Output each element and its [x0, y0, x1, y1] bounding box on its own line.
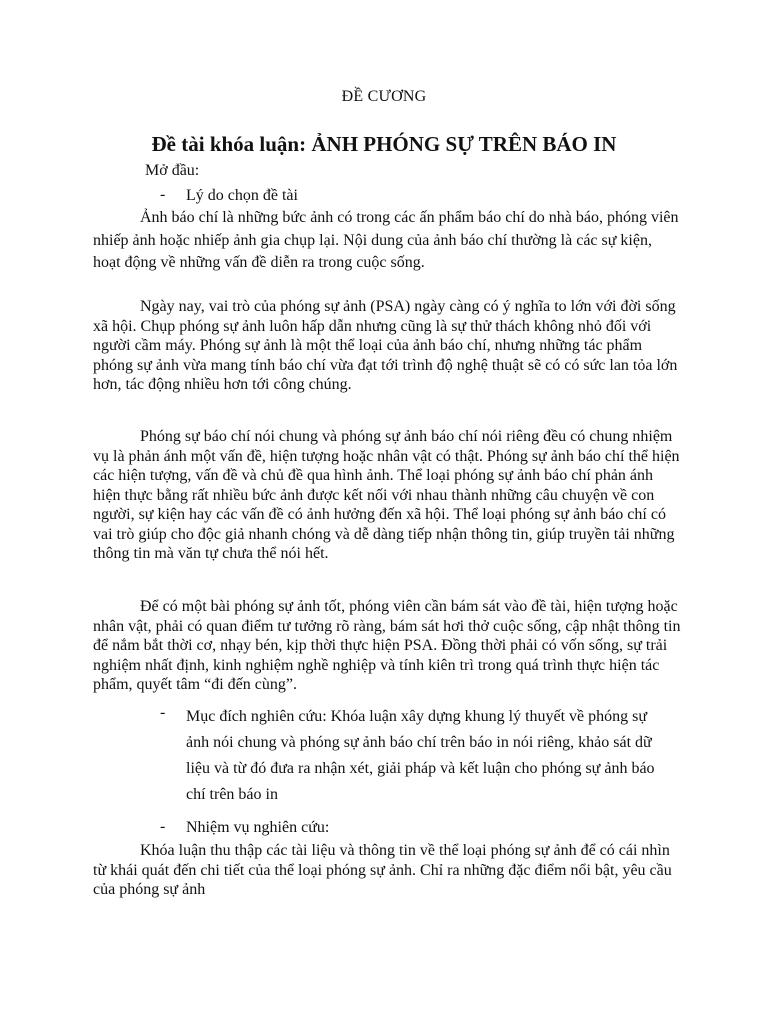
list-dash: - [160, 818, 166, 835]
paragraph-5: Khóa luận thu thập các tài liệu và thông tin về thể loại phóng sự ảnh để có cái nhìn từ khái quát đến chi tiết của thể loại phóng sự ảnh. Chỉ ra những đặc điểm nổi bật, yêu cầu của phóng sự ảnh [93, 842, 672, 898]
paragraph-3: Phóng sự báo chí nói chung và phóng sự ảnh báo chí nói riêng đều có chung nhiệm vụ là phản ánh một vấn đề, hiện tượng hoặc nhân vật có thật. Phóng sự ảnh báo chí thể hiện các hiện tượng, vấn đề và chủ đề qua hình ảnh. Thể loại phóng sự ảnh báo chí phản ánh hiện thực bằng rất nhiều bức ảnh được kết nối với nhau thành những câu chuyện về con người, sự kiện hay các vấn đề có ảnh hưởng đến xã hội. Thể loại phóng sự ảnh báo chí có vai trò giúp cho độc giả nhanh chóng và dễ dàng tiếp nhận thông tin, giúp truyền tải những thông tin mà văn tự chưa thể nói hết. [93, 428, 680, 562]
list-dash: - [160, 704, 166, 721]
paragraph-1: Ảnh báo chí là những bức ảnh có trong các ấn phẩm báo chí do nhà báo, phóng viên nhiếp ảnh hoặc nhiếp ảnh gia chụp lại. Nội dung của ảnh báo chí thường là các sự kiện, hoạt động về những vấn đề diễn ra trong cuộc sống. [93, 209, 679, 271]
list-item-label: Lý do chọn đề tài [186, 187, 298, 204]
list-item-label: Mục đích nghiên cứu: Khóa luận xây dựng khung lý thuyết về phóng sự ảnh nói chung và phóng sự ảnh báo chí trên báo in nói riêng, khảo sát dữ liệu và từ đó đưa ra nhận xét, giải pháp và kết luận cho phóng sự ảnh báo chí trên báo in [186, 708, 655, 803]
thesis-title: Đề tài khóa luận: ẢNH PHÓNG SỰ TRÊN BÁO IN [151, 132, 617, 156]
list-item-label: Nhiệm vụ nghiên cứu: [186, 819, 330, 836]
paragraph-2: Ngày nay, vai trò của phóng sự ảnh (PSA) ngày càng có ý nghĩa to lớn với đời sống xã hội. Chụp phóng sự ảnh luôn hấp dẫn nhưng cũng là sự thử thách không nhỏ đối với người cầm máy. Phóng sự ảnh là một thể loại của ảnh báo chí, nhưng những tác phẩm phóng sự ảnh vừa mang tính báo chí vừa đạt tới trình độ nghệ thuật sẽ có có sức lan tỏa lớn hơn, tác động nhiều hơn tới công chúng. [93, 298, 678, 393]
list-dash: - [160, 186, 166, 203]
intro-label: Mở đầu: [145, 162, 200, 179]
paragraph-4: Để có một bài phóng sự ảnh tốt, phóng viên cần bám sát vào đề tài, hiện tượng hoặc nhân vật, phải có quan điểm tư tưởng rõ ràng, bám sát hơi thở cuộc sống, cập nhật thông tin để nắm bắt thời cơ, nhạy bén, kịp thời thực hiện PSA. Đồng thời phải có vốn sống, sự trải nghiệm nhất định, kinh nghiệm nghề nghiệp và tính kiên trì trong quá trình thực hiện tác phẩm, quyết tâm “đi đến cùng”. [93, 598, 681, 693]
document-heading: ĐỀ CƯƠNG [341, 88, 427, 105]
